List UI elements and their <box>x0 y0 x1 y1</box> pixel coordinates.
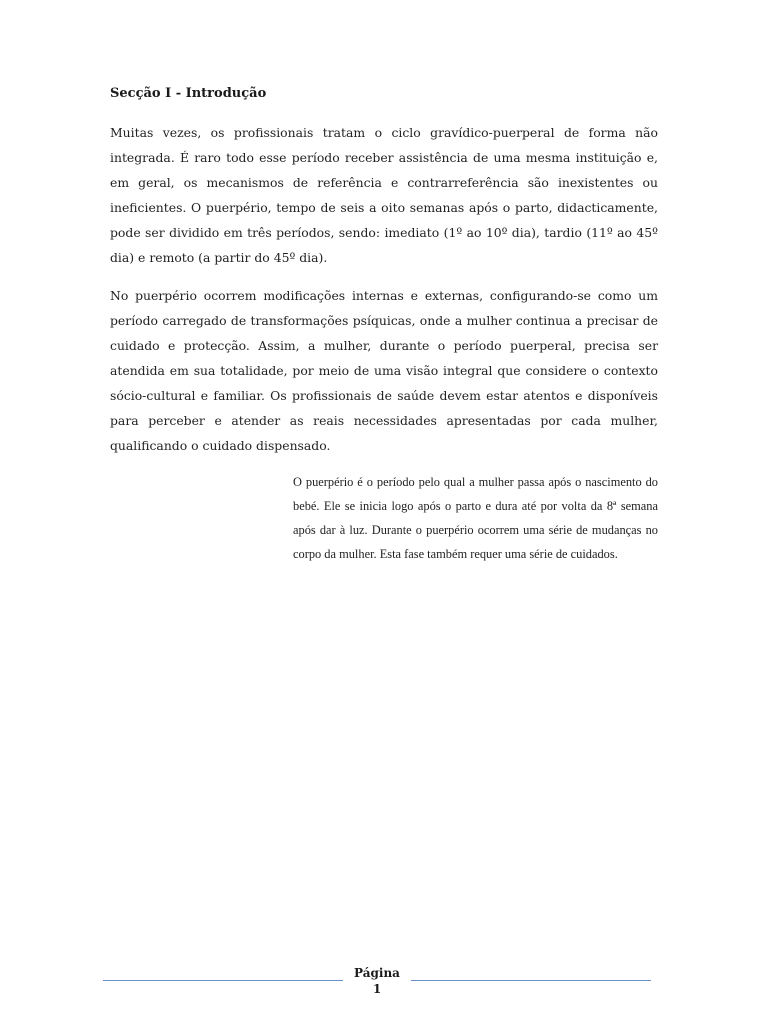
page-number: 1 <box>372 982 382 996</box>
section-heading: Secção I - Introdução <box>110 86 267 101</box>
footer-rule-right <box>411 980 651 981</box>
paragraph-intro: Muitas vezes, os profissionais tratam o ciclo gravídico-puerperal de forma não integrada. É raro todo esse período receber assistência de uma mesma instituição e, em geral, os mecanismos de referência e contrarreferência são inexistentes ou ineficientes. O puerpério, tempo de seis a oito semanas após o parto, didacticamente, pode ser dividido em três períodos, sendo: imediato (1º ao 10º dia), tardio (11º ao 45º dia) e remoto (a partir do 45º dia). <box>110 125 658 265</box>
page-label: Página <box>354 966 400 980</box>
page-footer <box>343 965 411 997</box>
paragraph-puerperium: No puerpério ocorrem modificações internas e externas, configurando-se como um período carregado de transformações psíquicas, onde a mulher continua a precisar de cuidado e protecção. Assim, a mulher, durante o período puerperal, precisa ser atendida em sua totalidade, por meio de uma visão integral que considere o contexto sócio-cultural e familiar. Os profissionais de saúde devem estar atentos e disponíveis para perceber e atender as reais necessidades apresentadas por cada mulher, qualificando o cuidado dispensado. <box>110 288 658 453</box>
footer-rule-left <box>103 980 343 981</box>
quote-block: O puerpério é o período pelo qual a mulher passa após o nascimento do bebé. Ele se inicia logo após o parto e dura até por volta da 8ª semana após dar à luz. Durante o puerpério ocorrem uma série de mudanças no corpo da mulher. Esta fase também requer uma série de cuidados. <box>293 475 658 561</box>
